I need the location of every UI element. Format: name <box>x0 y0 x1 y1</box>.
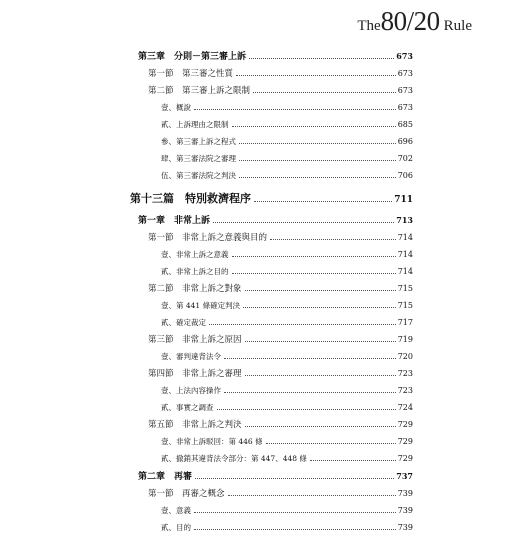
toc-entry-page-number: 696 <box>397 137 413 146</box>
dot-leader <box>245 290 396 291</box>
toc-entry-title: 第十三篇 特別救濟程序 <box>130 192 251 205</box>
dot-leader <box>243 307 396 308</box>
toc-entry-title: 貳、事實之調查 <box>161 403 214 412</box>
toc-entry-sec <box>130 488 413 505</box>
dot-leader <box>245 375 396 376</box>
table-of-contents <box>130 50 413 539</box>
toc-entry-page-number: 685 <box>397 120 413 129</box>
toc-entry-chap <box>130 50 413 68</box>
toc-entry-page-number: 673 <box>397 86 413 95</box>
toc-entry-sec <box>130 85 413 102</box>
dot-leader <box>217 409 396 410</box>
toc-entry-item <box>130 170 413 187</box>
toc-entry-page-number: 729 <box>397 420 413 429</box>
toc-entry-item <box>130 136 413 153</box>
dot-leader <box>194 512 396 513</box>
dot-leader <box>253 92 396 93</box>
dot-leader <box>195 478 394 479</box>
toc-entry-title: 第三章 分則－第三審上訴 <box>138 52 247 62</box>
dot-leader <box>232 256 396 257</box>
toc-entry-item <box>130 153 413 170</box>
toc-entry-title: 壹、非常上訴之意義 <box>161 250 229 259</box>
toc-entry-title: 壹、第 441 條確定判決 <box>161 301 241 310</box>
toc-entry-page-number: 713 <box>396 215 413 225</box>
toc-entry-title: 貳、確定裁定 <box>161 318 206 327</box>
toc-entry-page-number: 714 <box>397 267 413 276</box>
toc-entry-page-number: 723 <box>397 386 413 395</box>
dot-leader <box>224 392 396 393</box>
toc-entry-title: 壹、審判違背法令 <box>161 352 221 361</box>
dot-leader <box>194 109 396 110</box>
toc-entry-page-number: 720 <box>397 352 413 361</box>
dot-leader <box>232 273 396 274</box>
toc-entry-title: 貳、撤銷其違背法令部分：第 447、448 條 <box>161 454 307 463</box>
toc-entry-page-number: 715 <box>397 301 413 310</box>
dot-leader <box>239 160 396 161</box>
toc-entry-page-number: 737 <box>396 471 413 481</box>
dot-leader <box>236 75 396 76</box>
toc-entry-item <box>130 436 413 453</box>
toc-entry-item <box>130 351 413 368</box>
toc-entry-page-number: 706 <box>397 171 413 180</box>
dot-leader <box>194 529 396 530</box>
dot-leader <box>232 126 396 127</box>
toc-entry-title: 第五節 非常上訴之判決 <box>148 420 242 430</box>
toc-entry-item <box>130 119 413 136</box>
dot-leader <box>310 460 396 461</box>
dot-leader <box>239 177 396 178</box>
toc-entry-title: 貳、非常上訴之目的 <box>161 267 229 276</box>
toc-entry-chap <box>130 214 413 232</box>
toc-entry-title: 參、第三審上訴之程式 <box>161 137 236 146</box>
toc-entry-sec <box>130 68 413 85</box>
toc-entry-page-number: 739 <box>397 523 413 532</box>
dot-leader <box>239 143 396 144</box>
toc-entry-page-number: 715 <box>397 284 413 293</box>
toc-entry-page-number: 714 <box>397 233 413 242</box>
toc-entry-sec <box>130 419 413 436</box>
toc-entry-part <box>130 187 413 214</box>
dot-leader <box>245 426 396 427</box>
dot-leader <box>270 239 396 240</box>
running-header <box>357 6 472 37</box>
toc-entry-item <box>130 522 413 539</box>
toc-entry-page-number: 723 <box>397 369 413 378</box>
dot-leader <box>209 324 396 325</box>
toc-entry-item <box>130 300 413 317</box>
toc-entry-chap <box>130 470 413 488</box>
dot-leader <box>224 358 396 359</box>
toc-entry-title: 壹、非常上訴駁回：第 446 條 <box>161 437 263 446</box>
toc-entry-title: 第一章 非常上訴 <box>138 216 211 226</box>
dot-leader <box>213 222 394 223</box>
toc-entry-title: 第二章 再審 <box>138 472 193 482</box>
toc-entry-page-number: 724 <box>397 403 413 412</box>
toc-entry-title: 貳、上訴理由之限制 <box>161 120 229 129</box>
toc-entry-sec <box>130 334 413 351</box>
toc-entry-page-number: 739 <box>397 506 413 515</box>
toc-entry-item <box>130 402 413 419</box>
toc-entry-page-number: 729 <box>397 454 413 463</box>
toc-entry-page-number: 739 <box>397 489 413 498</box>
toc-entry-sec <box>130 283 413 300</box>
header-title-number: 80/20 <box>380 6 440 36</box>
dot-leader <box>228 495 396 496</box>
toc-entry-title: 第一節 再審之概念 <box>148 489 225 499</box>
toc-entry-title: 第一節 非常上訴之意義與目的 <box>148 233 268 243</box>
toc-entry-item <box>130 249 413 266</box>
toc-entry-title: 伍、第三審法院之判決 <box>161 171 236 180</box>
toc-entry-item <box>130 266 413 283</box>
toc-entry-sec <box>130 368 413 385</box>
toc-entry-title: 第四節 非常上訴之審理 <box>148 369 242 379</box>
toc-entry-page-number: 673 <box>397 69 413 78</box>
toc-entry-item <box>130 317 413 334</box>
toc-entry-page-number: 714 <box>397 250 413 259</box>
toc-entry-title: 貳、目的 <box>161 523 191 532</box>
dot-leader <box>254 201 392 202</box>
toc-entry-item <box>130 453 413 470</box>
toc-entry-title: 第二節 第三審上訴之限制 <box>148 86 251 96</box>
toc-entry-page-number: 702 <box>397 154 413 163</box>
toc-entry-title: 第一節 第三審之性質 <box>148 69 234 79</box>
toc-entry-title: 壹、上法內容操作 <box>161 386 221 395</box>
header-title-suffix: Rule <box>443 18 472 34</box>
dot-leader <box>245 341 396 342</box>
toc-entry-sec <box>130 232 413 249</box>
toc-entry-item <box>130 102 413 119</box>
toc-entry-title: 第三節 非常上訴之原因 <box>148 335 242 345</box>
toc-entry-title: 肆、第三審法院之審理 <box>161 154 236 163</box>
toc-entry-item <box>130 505 413 522</box>
toc-entry-page-number: 729 <box>397 437 413 446</box>
toc-entry-page-number: 719 <box>397 335 413 344</box>
toc-entry-page-number: 711 <box>394 195 413 205</box>
dot-leader <box>266 443 396 444</box>
toc-entry-title: 第二節 非常上訴之對象 <box>148 284 242 294</box>
header-title-prefix: The <box>357 18 381 34</box>
toc-entry-item <box>130 385 413 402</box>
dot-leader <box>249 58 394 59</box>
toc-entry-page-number: 673 <box>397 103 413 112</box>
toc-entry-page-number: 673 <box>396 51 413 61</box>
toc-entry-page-number: 717 <box>397 318 413 327</box>
toc-entry-title: 壹、意義 <box>161 506 191 515</box>
toc-entry-title: 壹、概說 <box>161 103 191 112</box>
